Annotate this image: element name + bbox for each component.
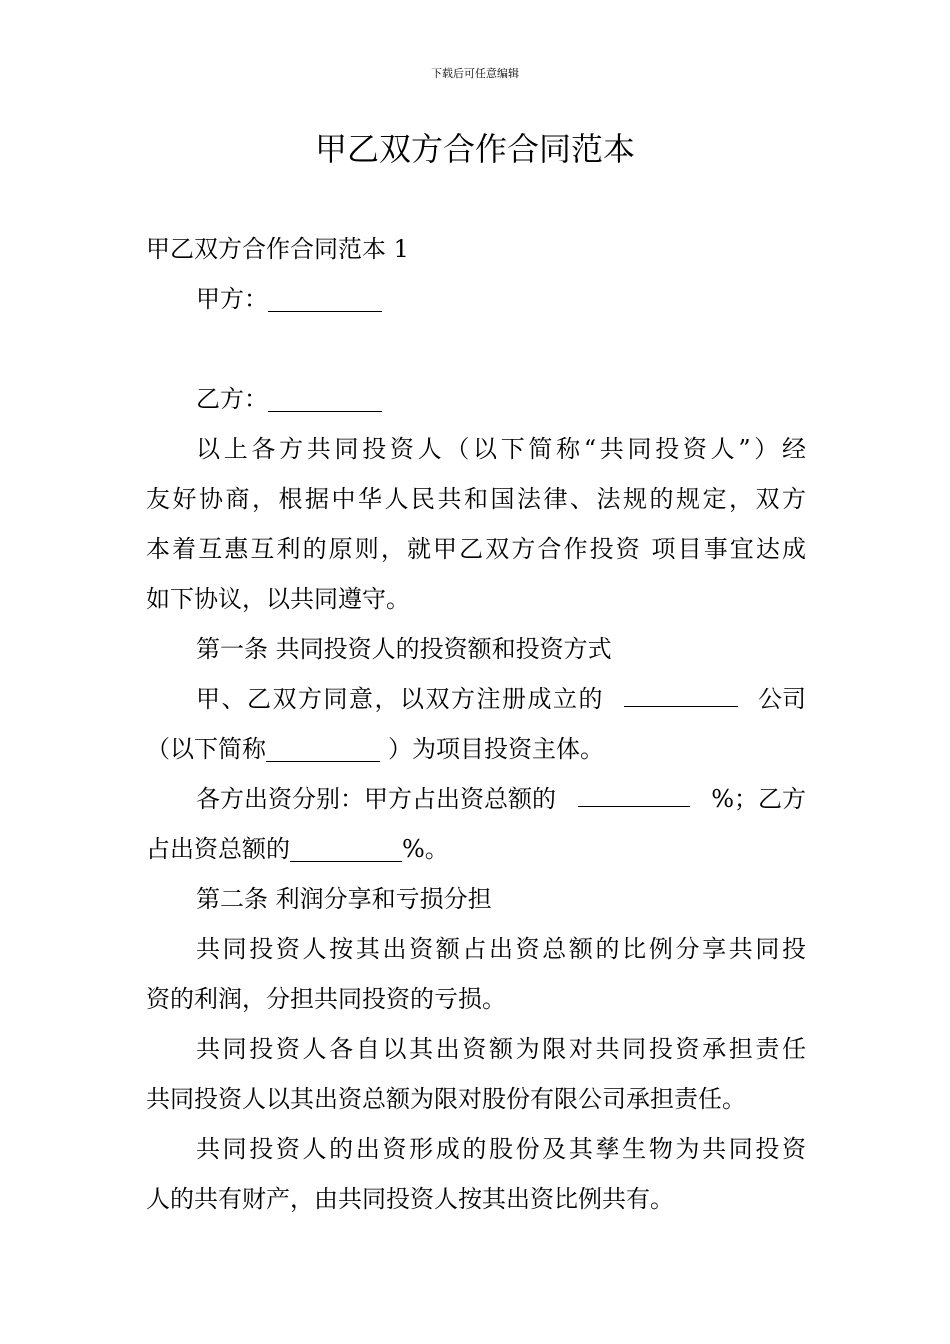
article1-heading: 第一条 共同投资人的投资额和投资方式	[196, 635, 612, 663]
article1-p1-line2-text-a: （以下简称	[146, 735, 266, 763]
article1-p2-line2-text-b: %。	[402, 835, 449, 863]
party-b-line	[196, 382, 382, 416]
article1-p2-line2	[146, 832, 449, 866]
party-b-share-blank	[290, 839, 402, 862]
document-title: 甲乙双方合作合同范本	[314, 130, 635, 168]
article1-p1-text-a: 甲、乙双方同意，以双方注册成立的	[196, 685, 604, 713]
article1-p1-line1	[196, 682, 806, 716]
article2-p1-line1: 共同投资人按其出资额占出资总额的比例分享共同投	[196, 935, 806, 963]
header-note: 下载后可任意编辑	[431, 67, 519, 80]
party-a-label: 甲方：	[196, 285, 268, 313]
intro-line-3: 本着互惠互利的原则，就甲乙双方合作投资 项目事宜达成	[146, 535, 806, 563]
article2-heading: 第二条 利润分享和亏损分担	[196, 885, 492, 913]
article1-p1-line2	[146, 732, 604, 766]
party-a-blank	[268, 289, 382, 312]
short-name-blank	[266, 739, 380, 762]
article2-p2-line2: 共同投资人以其出资总额为限对股份有限公司承担责任。	[146, 1085, 746, 1113]
party-b-label: 乙方：	[196, 385, 268, 413]
article1-p1-line2-text-b: ）为项目投资主体。	[388, 735, 604, 763]
party-a-share-blank	[578, 784, 690, 807]
article1-p1-text-b: 公司	[758, 685, 806, 713]
company-name-blank	[624, 684, 738, 707]
article2-p2-line1: 共同投资人各自以其出资额为限对共同投资承担责任	[196, 1035, 806, 1063]
intro-line-2: 友好协商，根据中华人民共和国法律、法规的规定，双方	[146, 485, 806, 513]
article1-p2-text-a: 各方出资分别：甲方占出资总额的	[196, 785, 556, 813]
section-heading: 甲乙双方合作合同范本 1	[146, 235, 409, 263]
article2-p1-line2: 资的利润，分担共同投资的亏损。	[146, 985, 506, 1013]
article1-p2-line1	[196, 782, 806, 816]
article1-p2-text-b: %；乙方	[711, 785, 806, 813]
intro-line-1: 以上各方共同投资人（以下简称“共同投资人”）经	[196, 435, 806, 463]
article2-p3-line1: 共同投资人的出资形成的股份及其孳生物为共同投资	[196, 1135, 806, 1163]
party-a-line	[196, 282, 382, 316]
party-b-blank	[268, 389, 382, 412]
article2-p3-line2: 人的共有财产，由共同投资人按其出资比例共有。	[146, 1185, 674, 1213]
article1-p2-line2-text-a: 占出资总额的	[146, 835, 290, 863]
intro-line-4: 如下协议，以共同遵守。	[146, 585, 410, 613]
